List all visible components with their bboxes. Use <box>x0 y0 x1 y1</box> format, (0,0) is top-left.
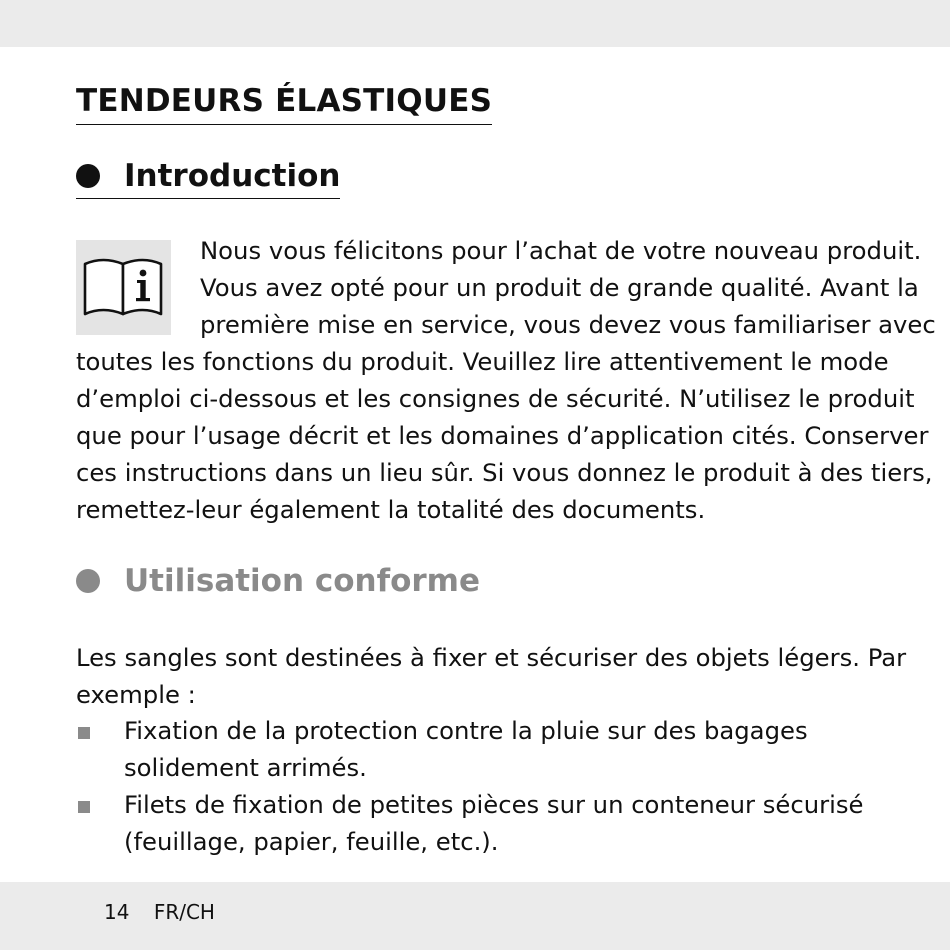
usage-paragraph <box>76 639 906 713</box>
usage-list <box>76 712 863 860</box>
intro-body-line: remettez-leur également la totalité des documents. <box>76 495 706 524</box>
info-book-icon <box>76 240 171 335</box>
list-item <box>76 786 863 860</box>
language-code: FR/CH <box>153 900 215 924</box>
list-item <box>76 712 863 786</box>
page-number: 14 <box>104 900 130 924</box>
usage-line: exemple : <box>76 680 196 709</box>
page-title: TENDEURS ÉLASTIQUES <box>76 81 492 125</box>
section-heading-utilisation <box>76 561 480 601</box>
top-band <box>0 0 950 47</box>
section-heading-label: Utilisation conforme <box>124 563 480 599</box>
heading-bullet-icon <box>76 164 100 188</box>
usage-line: Les sangles sont destinées à fixer et sécuriser des objets légers. Par <box>76 643 907 672</box>
section-heading-introduction <box>76 156 340 199</box>
intro-lead-line: première mise en service, vous devez vous familiariser avec <box>200 310 936 339</box>
list-item-line: solidement arrimés. <box>124 753 367 782</box>
section-heading-label: Introduction <box>124 158 341 194</box>
page-footer <box>104 897 215 927</box>
intro-body-line: ces instructions dans un lieu sûr. Si vous donnez le produit à des tiers, <box>76 458 933 487</box>
square-bullet-icon <box>78 727 90 739</box>
intro-body-line: d’emploi ci-dessous et les consignes de sécurité. N’utilisez le produit <box>76 384 915 413</box>
intro-body-line: que pour l’usage décrit et les domaines d’application cités. Conserver <box>76 421 929 450</box>
intro-body-line: toutes les fonctions du produit. Veuillez lire attentivement le mode <box>76 347 889 376</box>
intro-body-paragraph <box>76 343 933 528</box>
list-item-line: Fixation de la protection contre la pluie sur des bagages <box>124 716 808 745</box>
list-item-line: (feuillage, papier, feuille, etc.). <box>124 827 499 856</box>
square-bullet-icon <box>78 801 90 813</box>
intro-lead-line: Vous avez opté pour un produit de grande qualité. Avant la <box>200 273 919 302</box>
list-item-line: Filets de fixation de petites pièces sur un conteneur sécurisé <box>124 790 864 819</box>
intro-lead-paragraph <box>200 232 936 343</box>
intro-lead-line: Nous vous félicitons pour l’achat de votre nouveau produit. <box>200 236 922 265</box>
heading-bullet-icon <box>76 569 100 593</box>
